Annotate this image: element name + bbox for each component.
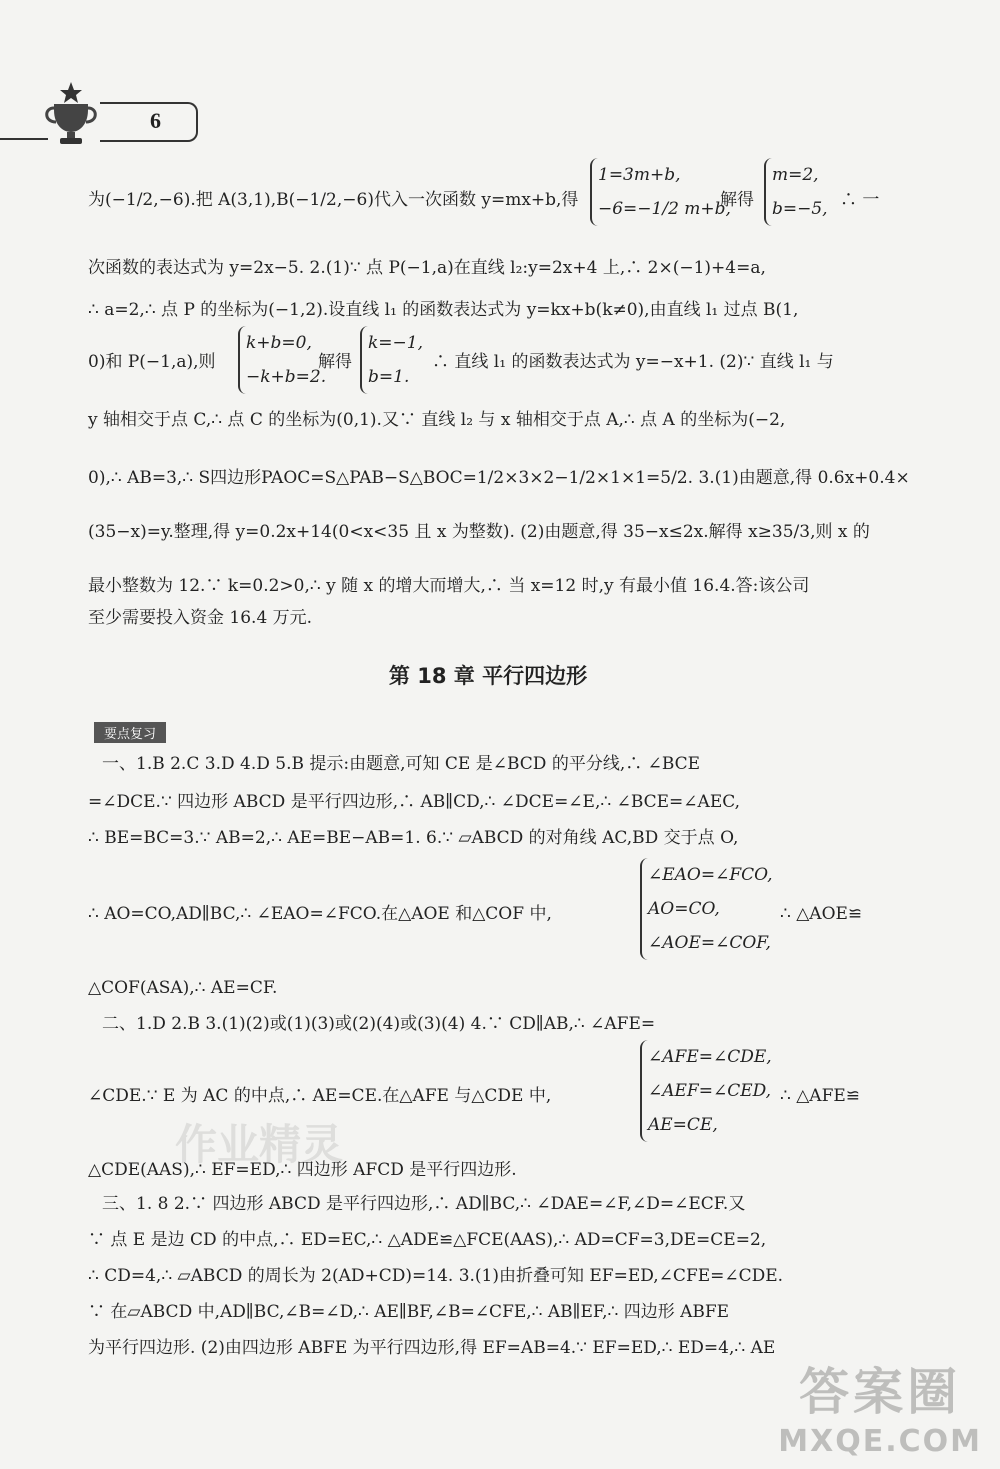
header-rule xyxy=(0,138,48,140)
system-row: AE=CE, xyxy=(648,1115,718,1135)
equation-system-4 xyxy=(360,326,423,394)
answer-line-1: 一、1.B 2.C 3.D 4.D 5.B 提示:由题意,可知 CE 是∠BCD 的平分线,∴ ∠BCE xyxy=(102,754,701,774)
text-solve-2: 解得 xyxy=(318,352,352,372)
system-row: −6=−1/2 m+b, xyxy=(598,199,731,219)
system-row: ∠AFE=∠CDE, xyxy=(648,1047,772,1067)
text-line-2: 次函数的表达式为 y=2x−5. 2.(1)∵ 点 P(−1,a)在直线 l₂:y=2x+4 上,∴ 2×(−1)+4=a, xyxy=(88,258,766,278)
system-row: AO=CO, xyxy=(648,899,720,919)
system-row: 1=3m+b, xyxy=(598,165,681,185)
page-header xyxy=(0,80,200,150)
text-line-9: 至少需要投入资金 16.4 万元. xyxy=(88,608,313,628)
text-line-8: 最小整数为 12.∵ k=0.2>0,∴ y 随 x 的增大而增大,∴ 当 x=12 时,y 有最小值 16.4.答:该公司 xyxy=(88,576,810,596)
system-row: k+b=0, xyxy=(246,333,312,353)
text-line-5: y 轴相交于点 C,∴ 点 C 的坐标为(0,1).又∵ 直线 l₂ 与 x 轴相交于点 A,∴ 点 A 的坐标为(−2, xyxy=(88,410,786,430)
corner-watermark-url: MXQE.COM xyxy=(778,1424,982,1459)
corner-watermark xyxy=(778,1352,982,1459)
answer-line-2: =∠DCE.∵ 四边形 ABCD 是平行四边形,∴ AB∥CD,∴ ∠DCE=∠E,∴ ∠BCE=∠AEC, xyxy=(88,792,741,812)
equation-system-3 xyxy=(238,326,326,394)
answer-line-11: ∴ CD=4,∴ ▱ABCD 的周长为 2(AD+CD)=14. 3.(1)由折叠可知 EF=ED,∠CFE=∠CDE. xyxy=(88,1266,784,1286)
text-therefore: ∴ 一 xyxy=(840,190,880,210)
system-row: k=−1, xyxy=(368,333,424,353)
answer-line-6: 二、1.D 2.B 3.(1)(2)或(1)(3)或(2)(4)或(3)(4) 4.∵ CD∥AB,∴ ∠AFE= xyxy=(102,1014,656,1034)
corner-watermark-title: 答案圈 xyxy=(799,1363,962,1421)
equation-system-5 xyxy=(640,858,773,960)
answer-line-9: 三、1. 8 2.∵ 四边形 ABCD 是平行四边形,∴ AD∥BC,∴ ∠DAE=∠F,∠D=∠ECF.又 xyxy=(102,1194,746,1214)
page-number: 6 xyxy=(150,108,161,133)
system-row: m=2, xyxy=(772,165,819,185)
text-line-4b: ∴ 直线 l₁ 的函数表达式为 y=−x+1. (2)∵ 直线 l₁ 与 xyxy=(432,352,834,372)
answer-congruent-2: ∴ △AFE≌ xyxy=(780,1086,861,1106)
page-number-box xyxy=(100,102,198,142)
equation-system-2 xyxy=(764,158,828,226)
answer-line-5: △COF(ASA),∴ AE=CF. xyxy=(88,978,278,998)
answer-line-8: △CDE(AAS),∴ EF=ED,∴ 四边形 AFCD 是平行四边形. xyxy=(88,1160,517,1180)
text-line-7: (35−x)=y.整理,得 y=0.2x+14(0<x<35 且 x 为整数). (2)由题意,得 35−x≤2x.解得 x≥35/3,则 x 的 xyxy=(88,522,870,542)
text-solve: 解得 xyxy=(720,190,754,210)
system-row: ∠AEF=∠CED, xyxy=(648,1081,772,1101)
answer-line-4: ∴ AO=CO,AD∥BC,∴ ∠EAO=∠FCO.在△AOE 和△COF 中, xyxy=(88,904,552,924)
watermark-text: 作业精灵 xyxy=(175,1120,344,1169)
equation-system-6 xyxy=(640,1040,772,1142)
answer-line-10: ∵ 点 E 是边 CD 的中点,∴ ED=EC,∴ △ADE≌△FCE(AAS),∴ AD=CF=3,DE=CE=2, xyxy=(88,1230,767,1250)
answer-congruent: ∴ △AOE≌ xyxy=(780,904,863,924)
text-line-6: 0),∴ AB=3,∴ S四边形PAOC=S△PAB−S△BOC=1/2×3×2−1/2×1×1=5/2. 3.(1)由题意,得 0.6x+0.4× xyxy=(88,468,910,488)
answer-line-3: ∴ BE=BC=3.∵ AB=2,∴ AE=BE−AB=1. 6.∵ ▱ABCD 的对角线 AC,BD 交于点 O, xyxy=(88,828,739,848)
answer-line-7: ∠CDE.∵ E 为 AC 的中点,∴ AE=CE.在△AFE 与△CDE 中, xyxy=(88,1086,552,1106)
answer-line-13: 为平行四边形. (2)由四边形 ABFE 为平行四边形,得 EF=AB=4.∵ EF=ED,∴ ED=4,∴ AE xyxy=(88,1338,776,1358)
system-row: ∠EAO=∠FCO, xyxy=(648,865,773,885)
system-row: ∠AOE=∠COF, xyxy=(648,933,771,953)
text-line-4a: 0)和 P(−1,a),则 xyxy=(88,352,216,372)
text-line-3: ∴ a=2,∴ 点 P 的坐标为(−1,2).设直线 l₁ 的函数表达式为 y=kx+b(k≠0),由直线 l₁ 过点 B(1, xyxy=(88,300,799,320)
system-row: −k+b=2. xyxy=(246,367,327,387)
equation-system-1 xyxy=(590,158,731,226)
text-line-1: 为(−1/2,−6).把 A(3,1),B(−1/2,−6)代入一次函数 y=mx+b,得 xyxy=(88,190,579,210)
answer-line-12: ∵ 在▱ABCD 中,AD∥BC,∠B=∠D,∴ AE∥BF,∠B=∠CFE,∴ AB∥EF,∴ 四边形 ABFE xyxy=(88,1302,730,1322)
system-row: b=1. xyxy=(368,367,410,387)
system-row: b=−5, xyxy=(772,199,828,219)
chapter-title: 第 18 章 平行四边形 xyxy=(388,664,588,688)
section-tag: 要点复习 xyxy=(94,722,166,743)
